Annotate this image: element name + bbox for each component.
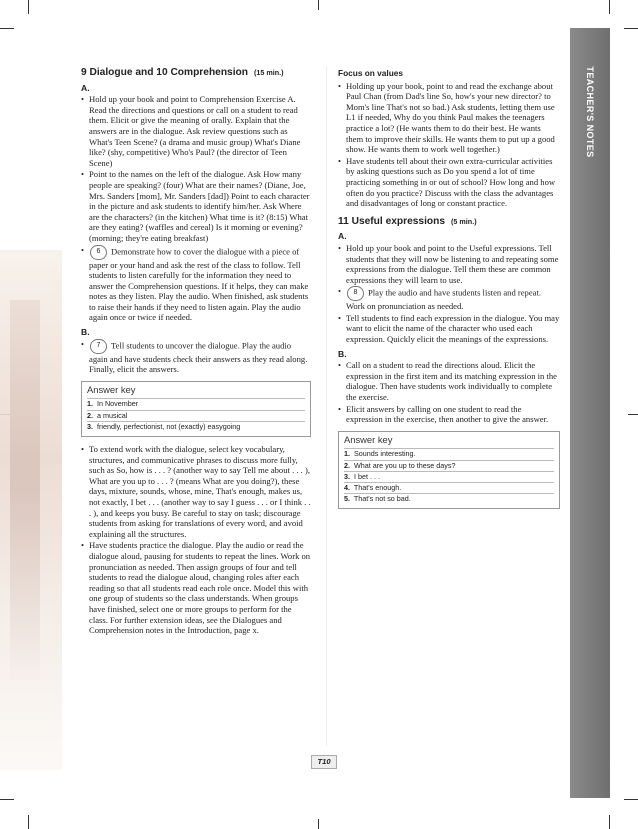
answer-row xyxy=(344,482,554,493)
list-item-text: • Have students practice the dialogue. Play the audio or read the dialogue aloud, pausing for students to repeat the lines. Work on pronunciation as needed. Then assign groups of four and tell students to read the dialogue aloud, changing roles after each reading so that all students read each role once. Model this with one group of students so the class understands. When groups have finished, select one or more groups to perform for the class. For further extension ideas, see the Dialogues and Comprehension notes in the Introduction, page x. xyxy=(89,540,311,636)
list-item-text: • To extend work with the dialogue, select key vocabulary, structures, and communicative phrases to discuss more fully, such as So, how is . . . ? (another way to say Tell me about . . . ), What are you up to . . . ? (means What are you doing?), these days, mixture, sounds, whose, mine, That's enough, makes us, not exactly, I bet . . . (another way to say I guess . . . or I think . . . ), and keeps you busy. Be careful to stay on task; discourage students from asking for translations of every word, and avoid explaining all the structures. xyxy=(89,444,311,539)
answer-number: 2. xyxy=(344,460,350,470)
list-item-text: Play the audio and have students listen and repeat. Work on pronunciation as needed. xyxy=(346,287,542,312)
crop-mark xyxy=(624,28,638,29)
section-time: (5 min.) xyxy=(451,216,477,226)
crop-mark xyxy=(609,815,610,829)
list-item xyxy=(81,94,311,168)
list-item xyxy=(338,156,560,209)
list-item-text: • Holding up your book, point to and read the exchange about Paul Chan (from Dad's line So, how's your new director? to Mom's line That's not so bad.) Ask students, letting them use L1 if needed, Why do you think Paul makes the teenagers practice a lot? (He wants them to do their best. He wants them to improve their skills. He wants them to put up a good show. He wants them to work well together.) xyxy=(346,80,555,155)
section-heading-dialogue xyxy=(81,68,311,79)
crop-mark xyxy=(628,414,638,415)
list-item-text: • Hold up your book and point to Comprehension Exercise A. Read the directions and questions or call on a student to read them. Elicit or give the meaning of orally. Explain that the answers are in the dialogue. Ask review questions such as What's Teen Scene? (a drama and music group) What's Diane like? (shy, competitive) Who's Paul? (the director of Teen Scene) xyxy=(89,94,301,168)
answer-row xyxy=(87,410,305,421)
list-item xyxy=(338,313,560,345)
answer-key-box xyxy=(338,431,560,510)
answer-text: friendly, perfectionist, not (exactly) easygoing xyxy=(97,421,241,431)
list-item-text: • Have students tell about their own extra-curricular activities by asking questions such as Do you spend a lot of time practicing something in or out of school? How long and how often do you practice? Discuss with the class the advantages and disadvantages of long or constant practice. xyxy=(346,155,556,209)
list-item-text: • Hold up your book and point to the Useful expressions. Tell students that they will now be listening to and repeating some expressions from the dialogue. Tell them these are common expressions they will learn to use. xyxy=(346,242,559,285)
crop-mark xyxy=(28,815,29,829)
section-time: (15 min.) xyxy=(254,68,284,77)
list-item xyxy=(338,360,560,402)
right-column xyxy=(338,68,560,516)
section-heading-useful-expressions xyxy=(338,217,560,228)
answer-text: That's not so bad. xyxy=(353,494,411,504)
list-item xyxy=(81,444,311,539)
answer-key-title: Answer key xyxy=(344,433,393,445)
answer-number: 4. xyxy=(344,483,350,493)
column-divider xyxy=(326,66,327,746)
answer-text: a musical xyxy=(97,410,128,420)
audio-track-badge[interactable]: 6 xyxy=(90,245,107,260)
answer-text: Sounds interesting. xyxy=(354,449,416,459)
crop-mark xyxy=(318,819,319,829)
section-title: 11 Useful expressions xyxy=(338,215,446,227)
list-item xyxy=(81,339,311,375)
list-item xyxy=(338,286,560,312)
list-item-text: Demonstrate how to cover the dialogue with a piece of paper or your hand and ask the rest of the class to follow. Tell students to listen carefully for the information they need to answer the Comprehension questions. If it helps, they can make notes as they listen. Play the audio. When finished, ask students to raise their hands if they need to listen again. Play the audio again once or twice if needed. xyxy=(89,245,309,323)
decorative-photo-strip-shade xyxy=(10,300,40,680)
answer-number: 3. xyxy=(344,471,350,481)
crop-mark xyxy=(0,799,14,800)
answer-row xyxy=(344,471,554,482)
crop-mark xyxy=(624,799,638,800)
list-item xyxy=(81,540,311,635)
subsection-a-label: A. xyxy=(338,231,347,242)
crop-mark xyxy=(28,0,29,14)
list-item-text: • Point to the names on the left of the dialogue. Ask How many people are speaking? (four) What are their names? (Diane, Joe, Mrs. Sanders [mom], Mr. Sanders [dad]) Point to each character in the picture and ask students to identify him/her. Ask Where are the characters? (in the kitchen) What time is it? (8:15) What are they eating? (waffles and cereal) Is it morning or evening? (morning; they're eating breakfast) xyxy=(89,169,310,243)
answer-number: 1. xyxy=(87,399,93,409)
answer-key-box xyxy=(81,381,311,437)
list-item xyxy=(338,404,560,425)
list-item-text: Tell students to uncover the dialogue. Play the audio again and have students check their answers as they read along. Finally, elicit the answers. xyxy=(89,340,308,375)
answer-key-title: Answer key xyxy=(87,383,136,395)
list-item-text: • Tell students to find each expression in the dialogue. You may want to elicit the name of the character who used each expression. Quickly elicit the meanings of the expressions. xyxy=(346,312,560,345)
subsection-b-label: B. xyxy=(81,327,90,338)
left-column xyxy=(81,68,311,637)
sidebar-label xyxy=(572,52,608,172)
list-item xyxy=(338,81,560,155)
list-item-text: • Elicit answers by calling on one student to read the expression in the exercise, then another to give the answer. xyxy=(346,403,549,425)
answer-number: 2. xyxy=(87,410,93,420)
crop-mark xyxy=(318,0,319,10)
subsection-b-label: B. xyxy=(338,348,347,359)
answer-text: That's enough. xyxy=(353,483,402,493)
page-number: T10 xyxy=(311,755,337,769)
answer-text: I bet . . . xyxy=(354,471,380,481)
section-title: 9 Dialogue and 10 Comprehension xyxy=(81,67,248,78)
focus-on-values-heading: Focus on values xyxy=(338,68,404,78)
answer-row xyxy=(344,460,554,471)
answer-number: 1. xyxy=(344,449,350,459)
crop-mark xyxy=(0,28,14,29)
answer-row xyxy=(87,421,305,432)
audio-track-badge[interactable]: 7 xyxy=(90,339,107,354)
answer-number: 5. xyxy=(344,494,350,504)
list-item xyxy=(338,243,560,285)
sidebar-label-text: TEACHER'S NOTES xyxy=(585,66,595,158)
answer-row xyxy=(344,493,554,504)
answer-text: What are you up to these days? xyxy=(354,460,456,470)
answer-text: In November xyxy=(97,399,139,409)
answer-number: 3. xyxy=(87,421,93,431)
list-item xyxy=(81,245,311,324)
subsection-a-label: A. xyxy=(81,82,90,93)
answer-row xyxy=(87,398,305,409)
list-item xyxy=(81,169,311,243)
audio-track-badge[interactable]: 8 xyxy=(347,286,364,301)
answer-row xyxy=(344,448,554,459)
list-item-text: • Call on a student to read the directions aloud. Elicit the expression in the first item and its matching expression in the dialogue. Then have students work individually to complete the exercise. xyxy=(346,360,557,403)
crop-mark xyxy=(609,0,610,14)
